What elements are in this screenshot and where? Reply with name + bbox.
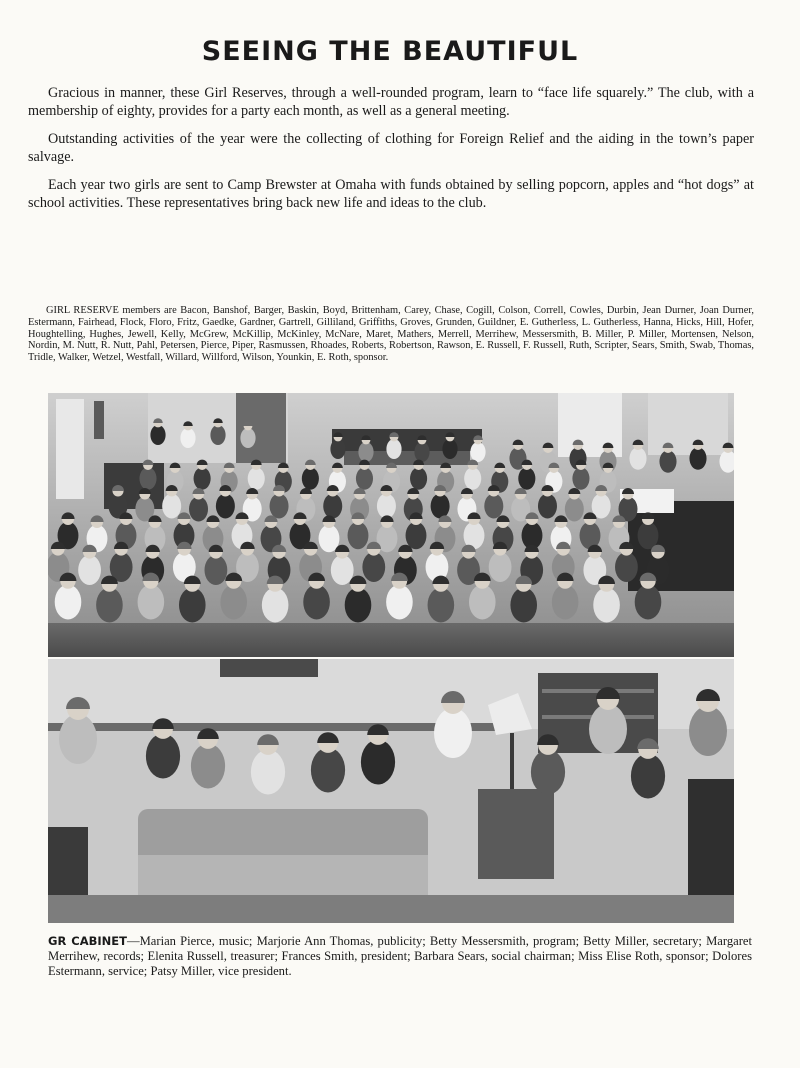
- intro-text: [28, 84, 754, 222]
- intro-paragraph: Gracious in manner, these Girl Reserves, through a well-rounded program, learn to “face life squarely.” The club, with a membership of eighty, provides for a party each month, as well as a general meeting.: [28, 85, 754, 119]
- cabinet-photo: [48, 659, 734, 923]
- intro-paragraph: Each year two girls are sent to Camp Brewster at Omaha with funds obtained by selling popcorn, apples and “hot dogs” at school activities. These representatives bring back new life and ideas to the club.: [28, 177, 754, 211]
- members-caption: GIRL RESERVE members are Bacon, Banshof, Barger, Baskin, Boyd, Brittenham, Carey, Chase, Cogill, Colson, Correll, Cowles, Durbin, Jean Durner, Joan Durner, Estermann, Fairhead, Flock, Floro, Fritz, Gaedke, Gardner, Gartrell, Gilliland, Griffiths, Groves, Grunden, Guildner, E. Gutherless, L. Gutherless, Hanna, Hicks, Hill, Hofer, Houghtelling, Hughes, Jewell, Kelly, McGrew, McKillip, McKinley, McNare, Maret, Mathers, Merrell, Merrihew, Messersmith, B. Miller, P. Miller, Mortensen, Nelson, Nordin, M. Nutt, R. Nutt, Pahl, Petersen, Pierce, Piper, Rasmussen, Rhoades, Roberts, Robertson, Rawson, E. Russell, F. Russell, Ruth, Scripter, Sears, Smith, Swab, Thomas, Tridle, Walker, Wetzel, Westfall, Willard, Willford, Wilson, Younkin, E. Roth, sponsor.: [28, 305, 754, 364]
- caption-lead: GR CABINET: [48, 934, 127, 948]
- group-photo: [48, 393, 734, 657]
- cabinet-caption: [48, 934, 752, 980]
- caption-text: —Marian Pierce, music; Marjorie Ann Thomas, publicity; Betty Messersmith, program; Betty Miller, secretary; Margaret Merrihew, records; Elenita Russell, treasurer; Frances Smith, president; Barbara Sears, social chairman; Miss Elise Roth, sponsor; Dolores Estermann, service; Patsy Miller, vice president.: [48, 934, 752, 979]
- intro-paragraph: Outstanding activities of the year were the collecting of clothing for Foreign Relief and the aiding in the town’s paper salvage.: [28, 131, 754, 165]
- page-title: SEEING THE BEAUTIFUL: [201, 36, 579, 67]
